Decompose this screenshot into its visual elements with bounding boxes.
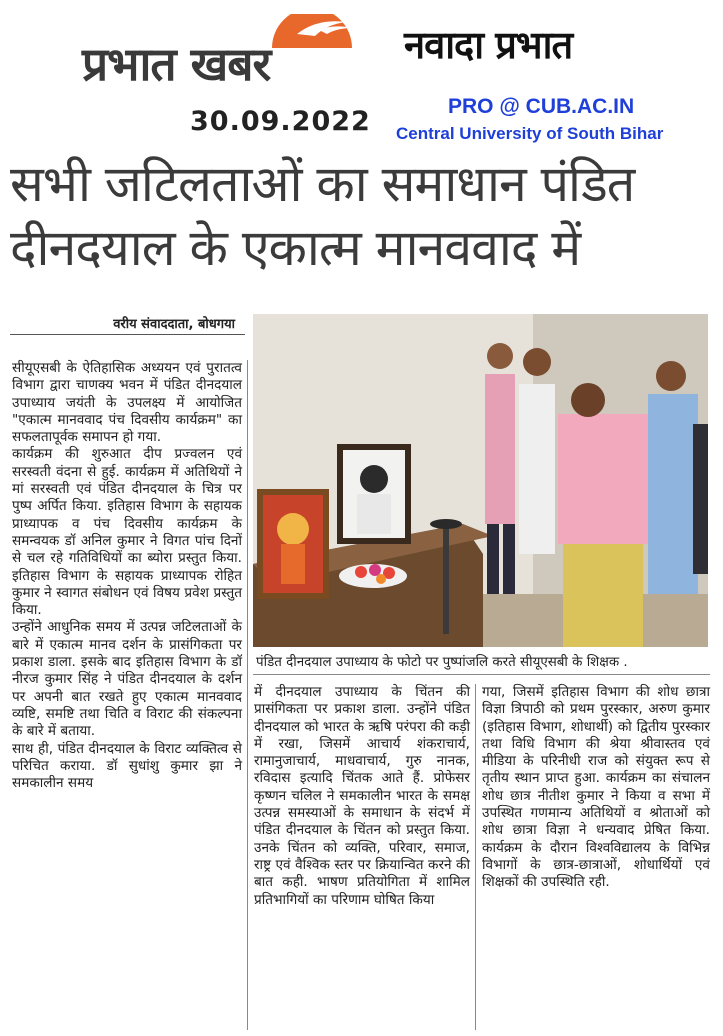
headline-line-2: दीनदयाल के एकात्म मानववाद में xyxy=(10,219,581,277)
pro-credit: PRO @ CUB.AC.IN xyxy=(448,95,635,118)
photo-caption: पंडित दीनदयाल उपाध्याय के फोटो पर पुष्पांजलि करते सीयूएसबी के शिक्षक . xyxy=(256,655,628,670)
university-credit: Central University of South Bihar xyxy=(396,124,664,143)
headline-line-1: सभी जटिलताओं का समाधान पंडित xyxy=(10,155,635,213)
byline: वरीय संवाददाता, बोधगया xyxy=(10,314,245,335)
article-paragraph: में दीनदयाल उपाध्याय के चिंतन की प्रासंगिकता पर प्रकाश डाला. उन्होंने पंडित दीनदयाल को भारत के ऋषि परंपरा की कड़ी में रखा, जिसमें आचार्य शंकराचार्य, रामानुजाचार्य, माधवाचार्य, गुरु नानक, रविदास इत्यादि चिंतक आते हैं. प्रोफेसर कृष्णन चलिल ने समकालीन भारत के समक्ष उत्पन्न समस्याओं के समाधान के संदर्भ में पंडित दीनदयाल के चिंतन को प्रस्तुत किया. उनके चिंतन को व्यक्ति, परिवार, समाज, राष्ट्र एवं वैश्विक स्तर पर क्रियान्वित करने की बात कही. भाषण प्रतियोगिता में शामिल प्रतिभागियों का परिणाम घोषित किया xyxy=(254,684,470,908)
newspaper-logo xyxy=(82,14,372,94)
caption-divider xyxy=(253,674,710,675)
headline xyxy=(10,152,716,280)
rising-sun-icon xyxy=(267,14,357,48)
article-paragraph: गया, जिसमें इतिहास विभाग की शोध छात्रा विज्ञा त्रिपाठी को प्रथम पुरस्कार, अरुण कुमार (इतिहास विभाग, शोधार्थी) को द्वितीय पुरस्कार तथा विधि विभाग की श्रेया श्रीवास्तव एवं मीडिया के परिनीधी राज को संयुक्त रूप से तृतीय स्थान प्राप्त हुआ. कार्यक्रम का संचालन शोध छात्र नीतीश कुमार ने किया व सभा में उपस्थित गणमान्य अतिथियों व श्रोताओं को शोध छात्रा विज्ञा ने धन्यवाद प्रेषित किया. कार्यक्रम के दौरान विश्वविद्यालय के विभिन्न विभागों के छात्र-छात्राओं, शोधार्थियों एवं शिक्षकों की उपस्थिति रही. xyxy=(482,684,710,891)
logo-text: प्रभात खबर xyxy=(82,37,271,91)
byline-block xyxy=(10,314,245,335)
column-divider xyxy=(247,360,248,1030)
article-paragraph: साथ ही, पंडित दीनदयाल के विराट व्यक्तित्व से परिचित कराया. डॉ सुधांशु कुमार झा ने समकालीन समय xyxy=(12,740,242,792)
article-paragraph: उन्होंने आधुनिक समय में उत्पन्न जटिलताओं के बारे में एकात्म मानव दर्शन के प्रासंगिकता पर प्रकाश डाला. इसके बाद इतिहास विभाग के डॉ नीरज कुमार सिंह ने पंडित दीनदयाल के दर्शन पर अपनी बात रखते हुए एकात्म मानववाद व्यष्टि, समष्टि तथा चिति व विराट की संकल्पना के बारे में बताया. xyxy=(12,619,242,740)
edition-title: नवादा प्रभात xyxy=(404,23,573,67)
article-column-1 xyxy=(12,360,242,792)
article-column-2 xyxy=(254,684,470,909)
column-divider xyxy=(475,684,476,1030)
article-column-3 xyxy=(482,684,710,892)
event-photo xyxy=(253,314,708,647)
article-paragraph: कार्यक्रम की शुरुआत दीप प्रज्वलन एवं सरस्वती वंदना से हुई. कार्यक्रम में अतिथियों ने मां सरस्वती एवं पंडित दीनदयाल के चित्र पर पुष्प अर्पित किया. इतिहास विभाग के सहायक प्राध्यापक व पंच दिवसीय कार्यक्रम के समन्वयक डॉ अनिल कुमार ने विगत पांच दिनों से चल रहे गतिविधियों का ब्योरा प्रस्तुत किया. इतिहास विभाग के सहायक प्राध्यापक रोहित कुमार ने स्वागत संबोधन एवं विषय प्रवेश प्रस्तुत किया. xyxy=(12,446,242,619)
publication-date: 30.09.2022 xyxy=(190,106,371,137)
article-paragraph: सीयूएसबी के ऐतिहासिक अध्ययन एवं पुरातत्व विभाग द्वारा चाणक्य भवन में पंडित दीनदयाल उपाध्याय जयंती के उपलक्ष्य में आयोजित "एकात्म मानववाद पंच दिवसीय कार्यक्रम" का सफलतापूर्वक समापन हो गया. xyxy=(12,360,242,446)
